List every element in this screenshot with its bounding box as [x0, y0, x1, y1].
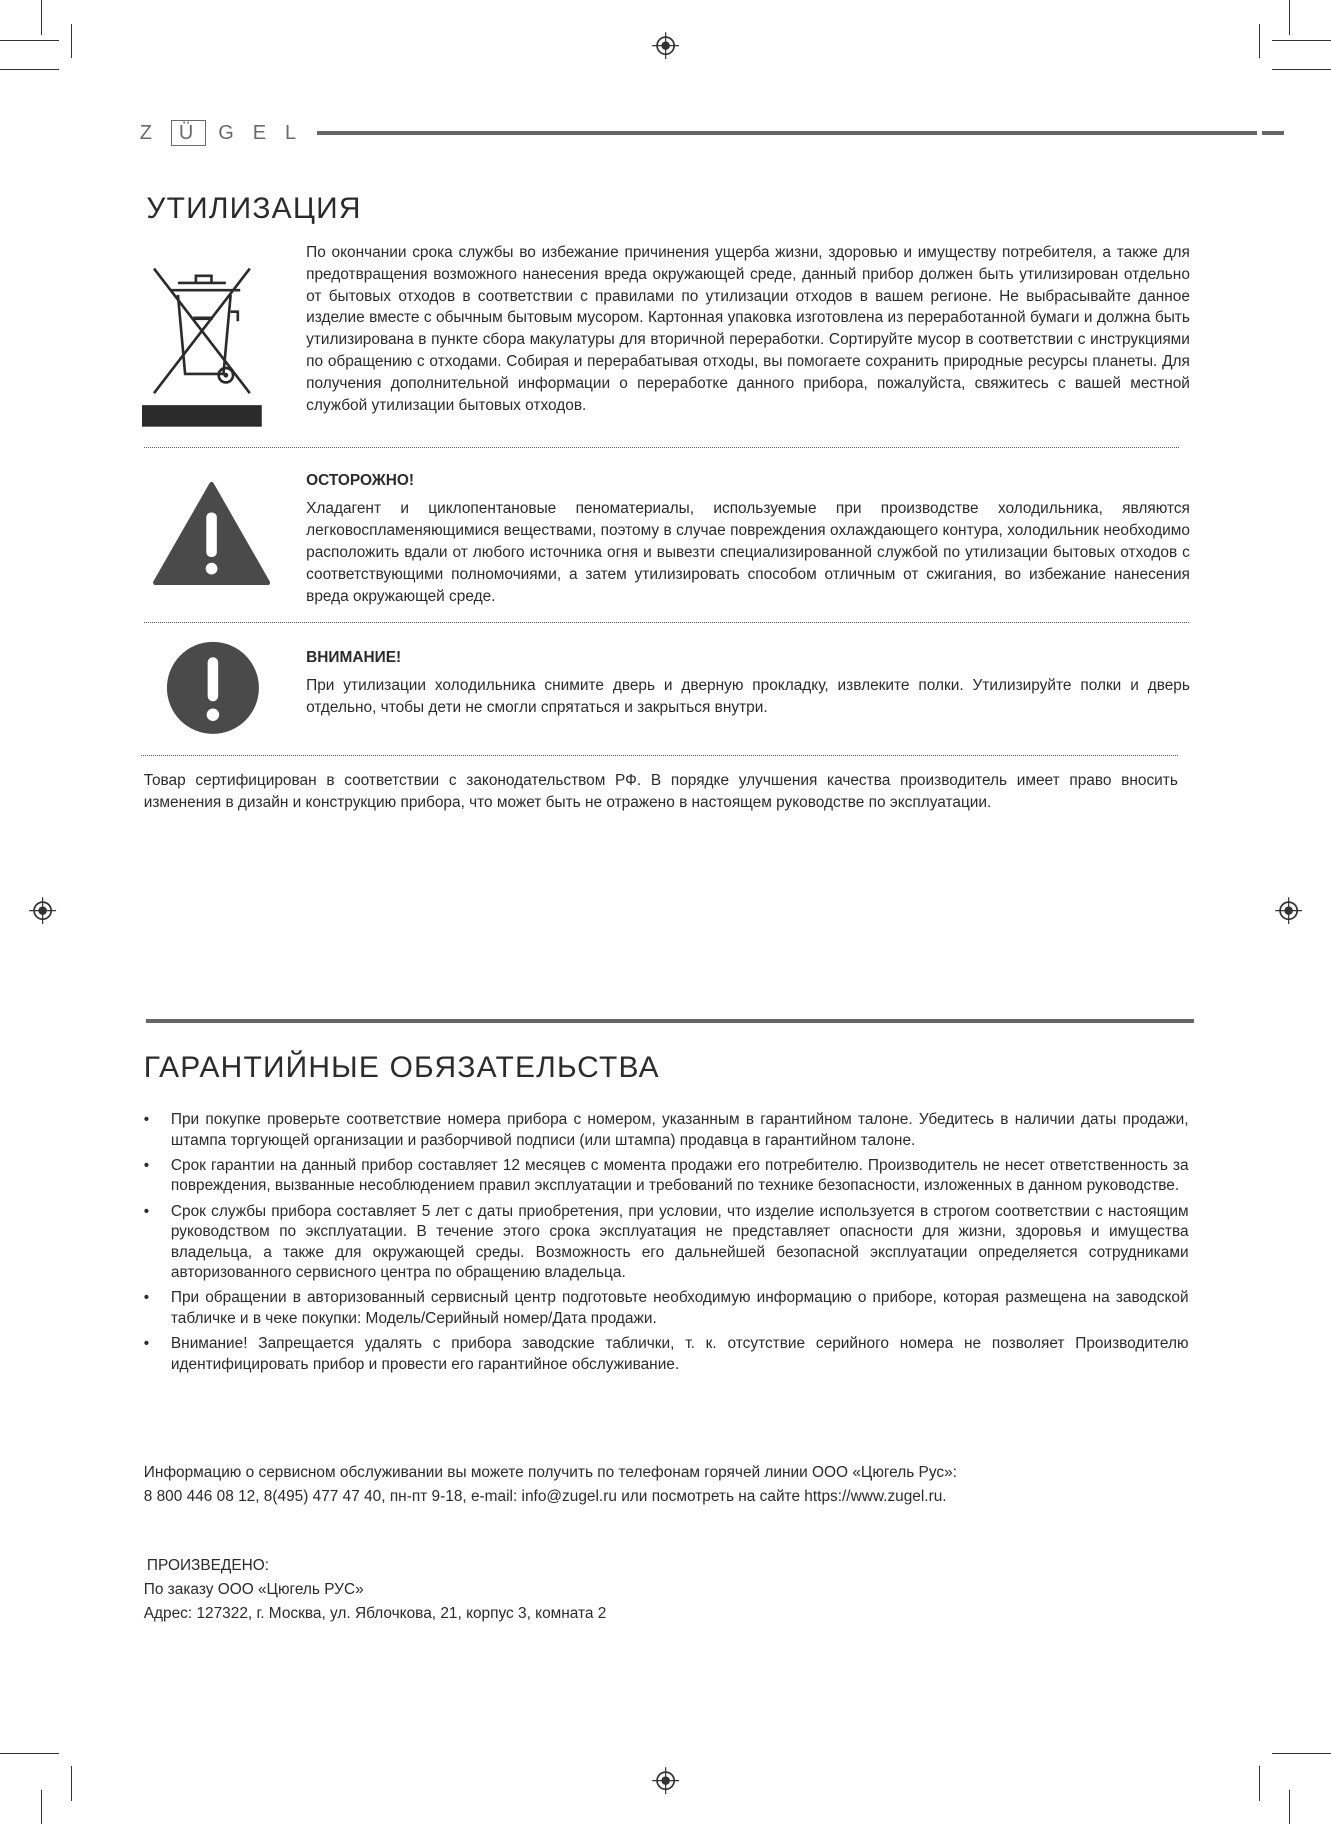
page-header — [140, 115, 1285, 151]
crop-mark — [41, 0, 42, 35]
crop-mark — [1259, 1766, 1260, 1801]
utilization-intro-text: По окончании срока службы во избежание причинения ущерба жизни, здоровью и имуществу потребителя, а также для предотвращения возможного нанесения вреда окружающей среде, данный прибор должен быть утилизирован отдельно от бытовых отходов в соответствии с правилами по утилизации отходов в вашем регионе. Не выбрасывайте данное изделие вместе с обычным бытовым мусором. Картонная упаковка изготовлена из переработанной бумаги и должна быть утилизирована в пункте сбора макулатуры для вторичной переработки. Сортируйте мусор в соответствии с инструкциями по обращению с отходами. Собирая и перерабатывая отходы, вы помогаете сохранить природные ресурсы планеты. Для получения дополнительной информации о переработке данного прибора, пожалуйста, свяжитесь с вашей местной службой утилизации бытовых отходов. — [306, 243, 1190, 415]
brand-logo — [140, 115, 303, 151]
registration-mark-icon — [651, 31, 680, 60]
logo-letter: L — [285, 121, 304, 144]
service-info-line: Информацию о сервисном обслуживании вы можете получить по телефонам горячей линии ООО «Цюгель Рус»: — [143, 1464, 957, 1482]
section-title-warranty: ГАРАНТИЙНЫЕ ОБЯЗАТЕЛЬСТВА — [143, 1050, 660, 1084]
registration-mark-icon — [1274, 896, 1303, 925]
dotted-divider — [144, 447, 1180, 448]
list-item: • Срок гарантии на данный прибор составляет 12 месяцев с момента продажи его потребителю. Производитель не несет ответственность за повреждения, вызванные несоблюдением правил эксплуатации и требований по технике безопасности, изложенных в данном руководстве. — [144, 1156, 1189, 1197]
crop-mark — [0, 40, 59, 41]
attention-text: При утилизации холодильника снимите дверь и дверную прокладку, извлеките полки. Утилизируйте полки и дверь отдельно, чтобы дети не смогли спрятаться и закрыться внутри. — [306, 676, 1190, 716]
crop-mark — [41, 1790, 42, 1824]
crop-mark — [0, 1753, 59, 1754]
certification-text: Товар сертифицирован в соответствии с законодательством РФ. В порядке улучшения качества производитель имеет право вносить изменения в дизайн и конструкцию прибора, что может быть не отражено в настоящем руководстве по эксплуатации. — [143, 771, 1178, 811]
crop-mark — [0, 69, 59, 70]
warning-triangle-icon — [153, 482, 270, 585]
dotted-divider — [144, 622, 1189, 623]
crop-mark — [71, 1766, 72, 1801]
dotted-divider — [141, 755, 1178, 756]
header-divider — [317, 131, 1257, 135]
crop-mark — [1289, 1790, 1290, 1824]
crop-mark — [71, 24, 72, 59]
crop-mark — [1272, 1753, 1331, 1754]
registration-mark-icon — [651, 1766, 680, 1795]
list-item: • При покупке проверьте соответствие номера прибора с номером, указанным в гарантийном талоне. Убедитесь в наличии даты продажи, штампа торгующей организации и разборчивой подписи (или штампа) продавца в гарантийном талоне. — [144, 1110, 1189, 1151]
crop-mark — [1272, 40, 1331, 41]
manufacturer-label: ПРОИЗВЕДЕНО: — [146, 1557, 270, 1575]
logo-letter-boxed: Ü — [171, 120, 206, 146]
registration-mark-icon — [28, 896, 57, 925]
manufacturer-block — [144, 1554, 943, 1626]
crop-mark — [1259, 24, 1260, 59]
logo-letter: Z — [139, 121, 159, 144]
service-phones-line: 8 800 446 08 12, 8(495) 477 47 40, пн-пт 9-18, e-mail: info@zugel.ru или посмотреть на сайте https://www.zugel.ru. — [143, 1488, 947, 1506]
section-title-utilization: УТИЛИЗАЦИЯ — [146, 191, 362, 225]
list-item: • Срок службы прибора составляет 5 лет с даты приобретения, при условии, что изделие используется в строгом соответствии с настоящим руководством по эксплуатации. В течение этого срока эксплуатация не представляет опасности для жизни, здоровья и имущества владельца, а также для окружающей среды. Возможность его дальнейшей безопасной эксплуатации определяется сотрудниками авторизованного сервисного центра по обращению владельца. — [144, 1202, 1189, 1284]
exclamation-circle-icon — [165, 640, 261, 736]
manufacturer-name: По заказу ООО «Цюгель РУС» — [143, 1581, 364, 1599]
caution-text: Хладагент и циклопентановые пеноматериалы, используемые при производстве холодильника, являются легковоспламеняющимися веществами, поэтому в случае повреждения охлаждающего контура, холодильник необходимо расположить вдали от любого источника огня и вывезти специализированной службой по утилизации бытовых отходов с соответствующими полномочиями, а затем утилизировать способом отличным от сжигания, во избежание нанесения вреда окружающей среде. — [306, 500, 1190, 605]
crop-mark — [1289, 0, 1290, 35]
logo-letter: G — [218, 121, 241, 144]
list-item: • При обращении в авторизованный сервисный центр подготовьте необходимую информацию о приборе, которая размещена на заводской табличке и в чеке покупки: Модель/Серийный номер/Дата продажи. — [144, 1288, 1189, 1329]
caution-title: ОСТОРОЖНО! — [306, 472, 414, 490]
manufacturer-address: Адрес: 127322, г. Москва, ул. Яблочкова, 21, корпус 3, комната 2 — [143, 1605, 607, 1623]
header-divider-end — [1262, 131, 1285, 135]
crop-mark — [1272, 69, 1331, 70]
section-divider — [146, 1019, 1193, 1023]
service-contacts — [144, 1461, 1209, 1509]
logo-letter: E — [252, 121, 274, 144]
attention-title: ВНИМАНИЕ! — [306, 649, 402, 667]
crossed-out-wheelie-bin-icon — [142, 259, 262, 427]
list-item: • Внимание! Запрещается удалять с прибора заводские таблички, т. к. отсутствие серийного номера не позволяет Производителю идентифицировать прибор и провести его гарантийное обслуживание. — [144, 1334, 1189, 1375]
warranty-terms-list — [144, 1110, 1189, 1380]
